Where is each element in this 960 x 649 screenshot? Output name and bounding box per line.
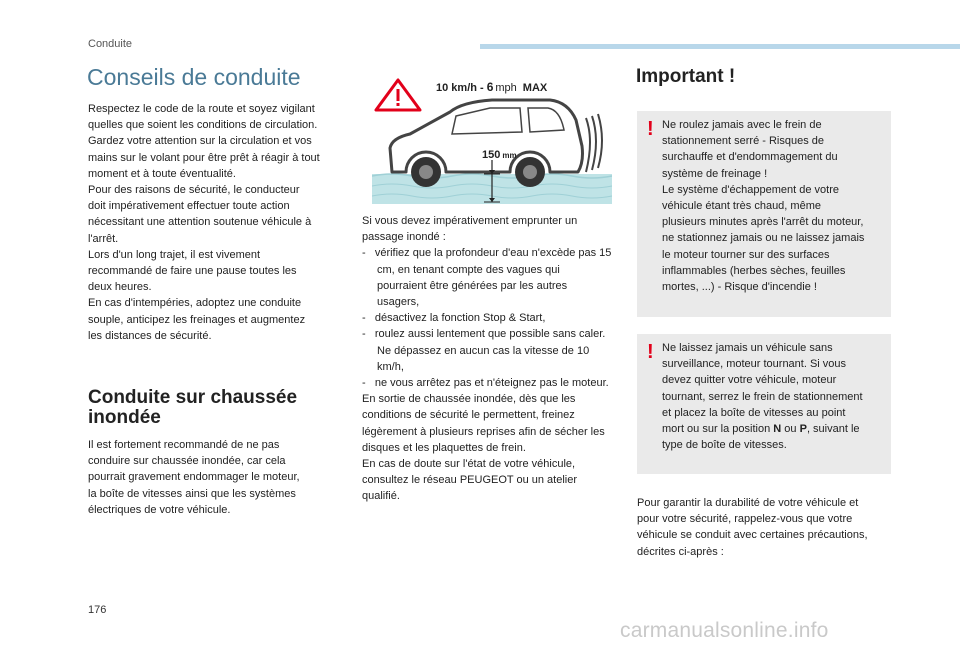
text-line	[662, 421, 886, 437]
text-line: la boîte de vitesses ainsi que les systèmes	[88, 487, 296, 500]
text-line: Le système d'échappement de votre	[662, 183, 839, 196]
subtitle-line: inondée	[88, 407, 161, 428]
page-title: Conseils de conduite	[87, 64, 301, 90]
speed-limit-label: 10 km/h - 6 mph MAX	[436, 80, 548, 94]
text-line: Ne roulez jamais avec le frein de	[662, 119, 822, 131]
text-line: quelles que soient les conditions de circulation.	[88, 119, 318, 132]
instructions-intro: Si vous devez impérativement emprunter un passage inondé :	[362, 215, 578, 244]
text-line: Ne laissez jamais un véhicule sans	[662, 342, 833, 354]
text-line: deux heures.	[88, 281, 152, 294]
intro-paragraph	[88, 101, 350, 344]
text-line: électriques de votre véhicule.	[88, 503, 231, 516]
text-run: mort ou sur la position	[662, 423, 774, 436]
subtitle-line: Conduite sur chaussée	[88, 387, 298, 408]
text-line: pour votre sécurité, rappelez-vous que votre	[637, 513, 853, 526]
flood-paragraph	[88, 437, 350, 518]
warning-text	[662, 117, 886, 295]
text-run: , suivant le	[806, 423, 860, 436]
closing-paragraph	[637, 495, 893, 560]
text-line: et placez la boîte de vitesses au point	[662, 406, 846, 419]
exclamation-icon: !	[647, 341, 654, 363]
text-run: ou	[781, 423, 800, 436]
text-line: mains sur le volant pour être prêt à réagir à tout	[88, 151, 320, 164]
watermark: carmanualsonline.info	[620, 619, 829, 642]
instructions-outro: En cas de doute sur l'état de votre véhicule, consultez le réseau PEUGEOT ou un atelier qualifié.	[362, 458, 578, 503]
text-line: stationnement serré - Risques de	[662, 135, 825, 148]
text-line: Pour garantir la durabilité de votre véhicule et	[637, 497, 859, 509]
flood-instructions	[362, 213, 612, 505]
warning-triangle-icon	[376, 80, 420, 110]
warning-box	[637, 334, 891, 474]
text-line: l'arrêt.	[88, 232, 119, 245]
water-depth-label: 150 mm	[482, 149, 517, 161]
text-line: tournant, serrez le frein de stationnement	[662, 390, 863, 403]
text-line: nécessitant une attention soutenue véhicule à	[88, 216, 312, 229]
text-line: devez quitter votre véhicule, moteur	[662, 374, 837, 387]
text-line: Respectez le code de la route et soyez vigilant	[88, 103, 315, 115]
text-line: mortes, ...) - Risque d'incendie !	[662, 281, 817, 294]
text-line: système de freinage !	[662, 167, 768, 180]
text-line: ne stationnez jamais ou ne laissez jamais	[662, 232, 865, 245]
text-line: Gardez votre attention sur la circulation et vos	[88, 135, 312, 148]
text-line: surveillance, moteur tournant. Si vous	[662, 358, 847, 371]
text-line: pourrait gravement endommager le moteur,	[88, 471, 300, 484]
text-line: le moteur tourner sur des surfaces	[662, 248, 830, 261]
warning-box	[637, 111, 891, 317]
text-line: Lors d'un long trajet, il est vivement	[88, 248, 261, 261]
text-line: doit impérativement effectuer toute action	[88, 200, 290, 213]
list-item: - désactivez la fonction Stop & Start,	[362, 312, 546, 325]
text-line: Pour des raisons de sécurité, le conducteur	[88, 184, 300, 197]
warning-text	[662, 340, 886, 453]
text-line: recommandé de faire une pause toutes les	[88, 265, 297, 278]
text-line: inflammables (herbes sèches, feuilles	[662, 264, 846, 277]
gear-position-n: N	[773, 423, 782, 436]
text-line: décrites ci-après :	[637, 545, 724, 558]
text-line: surchauffe et d'endommagement du	[662, 151, 838, 164]
section-subtitle	[88, 388, 358, 428]
exclamation-icon: !	[647, 118, 654, 140]
text-line: En cas d'intempéries, adoptez une conduite	[88, 297, 302, 310]
text-line: véhicule étant très chaud, même	[662, 200, 821, 213]
flooded-road-illustration	[372, 76, 612, 212]
header-rule	[480, 44, 960, 49]
list-item: - roulez aussi lentement que possible sans caler. Ne dépassez en aucun cas la vitesse de 10 km/h,	[362, 328, 606, 373]
gear-position-p: P	[799, 423, 807, 436]
car-wheel	[515, 157, 545, 187]
instructions-outro: En sortie de chaussée inondée, dès que les conditions de sécurité le permettent, freinez légèrement à plusieurs reprises afin de sécher les disques et les plaquettes de frein.	[362, 393, 605, 454]
text-line: les distances de sécurité.	[88, 329, 212, 342]
text-line: type de boîte de vitesses.	[662, 439, 787, 452]
car-wheel	[411, 157, 441, 187]
text-line: Il est fortement recommandé de ne pas	[88, 439, 280, 451]
important-heading: Important !	[636, 66, 736, 87]
text-line: plusieurs minutes après l'arrêt du moteur,	[662, 216, 864, 229]
text-line: conduire sur chaussée inondée, car cela	[88, 455, 286, 468]
text-line: souple, anticipez les freinages et augmentez	[88, 313, 306, 326]
text-line: moment et à toute éventualité.	[88, 167, 236, 180]
text-line: véhicule se conduit avec certaines précautions,	[637, 529, 868, 542]
list-item: - vérifiez que la profondeur d'eau n'excède pas 15 cm, en tenant compte des vagues qui pourraient être générées par les autres usagers,	[362, 247, 612, 309]
list-item: - ne vous arrêtez pas et n'éteignez pas le moteur.	[362, 377, 609, 390]
page-number: 176	[88, 604, 107, 616]
section-header: Conduite	[88, 38, 133, 50]
